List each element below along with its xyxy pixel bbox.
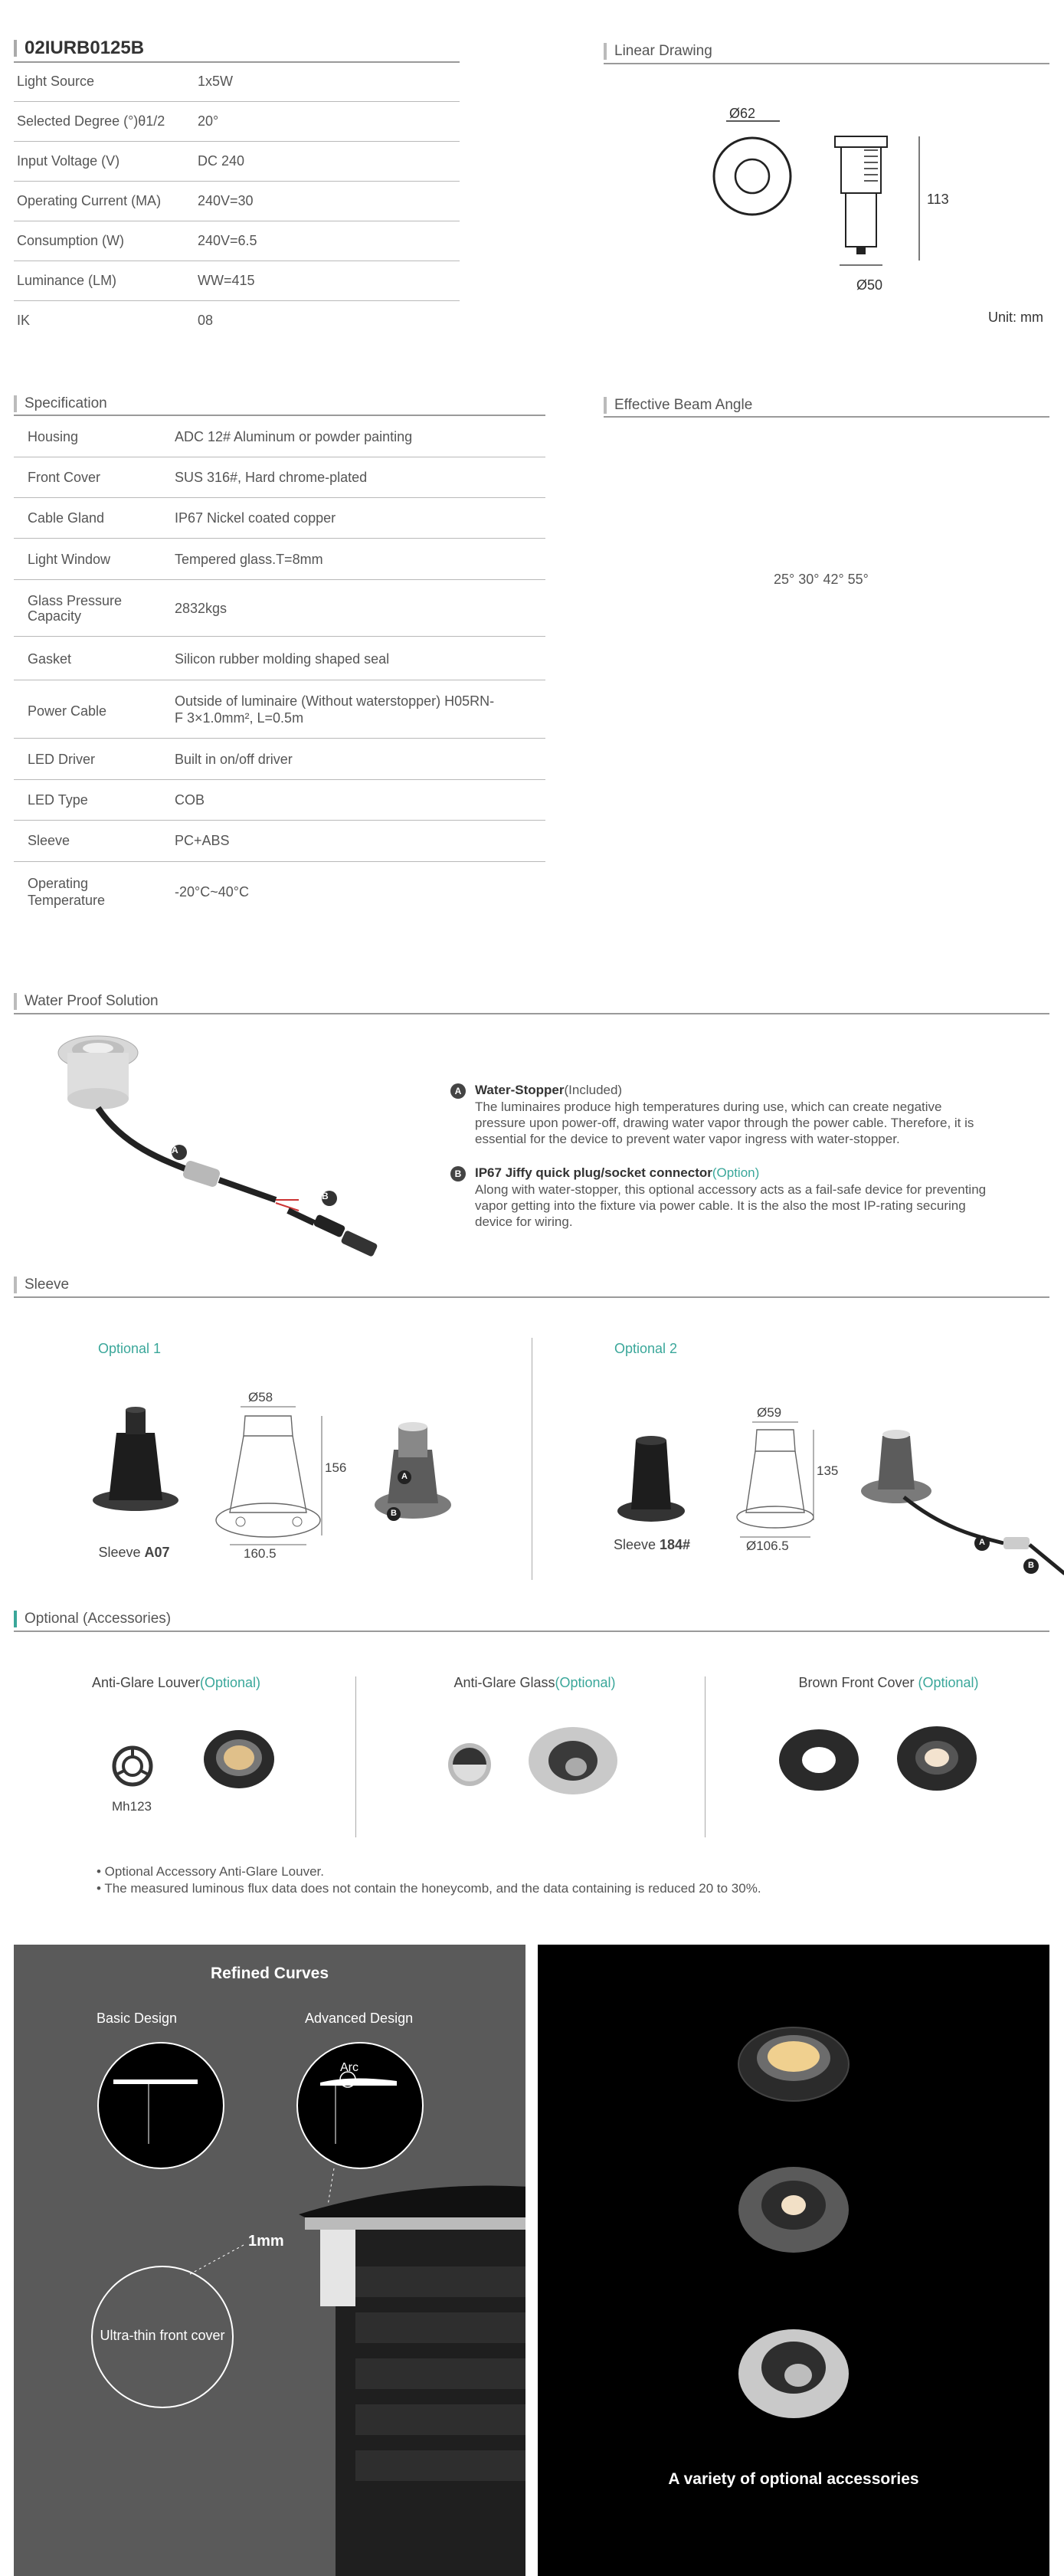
sleeve-184-photo	[613, 1425, 689, 1525]
divider	[14, 141, 460, 142]
accessories-underline	[14, 1630, 1049, 1632]
spec-value: Built in on/off driver	[175, 752, 293, 767]
variety-panel	[538, 1945, 1049, 2576]
sleeve-a07-badge-a: A	[401, 1472, 408, 1481]
spec-value: Outside of luminaire (Without waterstopper) H05RN-F 3×1.0mm², L=0.5m	[175, 693, 495, 726]
linear-drawing-underline	[604, 63, 1049, 64]
param-value: 240V=6.5	[198, 233, 257, 248]
badge-b-illus: B	[322, 1191, 329, 1201]
param-value: 1x5W	[198, 74, 234, 89]
louver-icon	[112, 1745, 153, 1787]
spec-value: -20°C~40°C	[175, 884, 249, 900]
sleeve-184-caption	[594, 1537, 709, 1553]
spec-label: Sleeve	[28, 833, 70, 848]
spec-label: Front Cover	[28, 470, 101, 485]
model-underline	[14, 61, 460, 63]
specification-title: Specification	[14, 395, 107, 412]
accessory-note-2: • The measured luminous flux data does not contain the honeycomb, and the data containing is reduced 20 to 30%.	[97, 1881, 761, 1896]
divider	[14, 300, 460, 301]
sleeve-opt1-label: Optional 1	[98, 1341, 162, 1356]
divider	[14, 181, 460, 182]
spec-value: 2832kgs	[175, 601, 228, 616]
cover-name: Brown Front Cover	[798, 1675, 915, 1690]
dim-d50: Ø50	[856, 277, 883, 293]
sleeve-184-badge-a: A	[979, 1538, 985, 1547]
dim-113: 113	[927, 192, 949, 207]
accessory-louver-title	[61, 1675, 291, 1691]
sleeve-title: Sleeve	[14, 1277, 69, 1293]
param-value: 240V=30	[198, 193, 254, 208]
waterproof-underline	[14, 1013, 1049, 1014]
param-value: DC 240	[198, 153, 245, 169]
divider	[14, 861, 545, 862]
unit-label: Unit: mm	[988, 310, 1043, 325]
product-model: 02IURB0125B	[14, 40, 144, 57]
param-label: Consumption (W)	[17, 233, 125, 248]
linear-drawing-title: Linear Drawing	[604, 43, 712, 60]
param-value: 20°	[198, 113, 219, 129]
divider	[14, 820, 545, 821]
spec-value: Silicon rubber molding shaped seal	[175, 651, 390, 667]
glass-icon	[446, 1741, 493, 1788]
connector-heading	[475, 1165, 759, 1181]
accessory-glass-title	[420, 1675, 650, 1691]
spec-value: SUS 316#, Hard chrome-plated	[175, 470, 368, 485]
divider	[14, 738, 545, 739]
glass-name: Anti-Glare Glass	[453, 1675, 555, 1690]
front-cover-label: Ultra-thin front cover	[100, 2328, 225, 2343]
param-label: IK	[17, 313, 31, 328]
spec-label: LED Driver	[28, 752, 96, 767]
badge-b: B	[450, 1166, 466, 1181]
sleeve-opt2-label: Optional 2	[614, 1341, 678, 1356]
spec-value: IP67 Nickel coated copper	[175, 510, 336, 526]
badge-a-illus: A	[172, 1145, 178, 1155]
waterproof-title: Water Proof Solution	[14, 993, 159, 1010]
param-label: Operating Current (MA)	[17, 193, 162, 208]
louver-code: Mh123	[112, 1799, 152, 1814]
cover-photo	[895, 1724, 979, 1793]
sleeve-184-prefix: Sleeve	[613, 1537, 660, 1552]
spec-label: LED Type	[28, 792, 88, 808]
advanced-design-label: Advanced Design	[305, 2011, 414, 2026]
refined-curves-title: Refined Curves	[210, 1965, 329, 1982]
beam-angle-underline	[604, 416, 1049, 418]
louver-photo	[201, 1727, 277, 1791]
sleeve-184-width: Ø106.5	[746, 1539, 789, 1553]
cover-tag: (Optional)	[914, 1675, 979, 1690]
spec-label: Power Cable	[28, 703, 107, 719]
basic-design-label: Basic Design	[97, 2011, 178, 2026]
connector-tag: (Option)	[712, 1165, 760, 1180]
sleeve-184-height: 135	[817, 1463, 839, 1478]
sleeve-184-installed	[858, 1421, 1064, 1612]
spec-label: Cable Gland	[28, 510, 105, 526]
param-label: Input Voltage (V)	[17, 153, 120, 169]
divider	[14, 497, 545, 498]
sleeve-184-drawing	[729, 1421, 829, 1543]
param-value: WW=415	[198, 273, 255, 288]
accessory-cover-title	[766, 1675, 1011, 1691]
specification-underline	[14, 415, 545, 416]
sleeve-a07-badge-b: B	[391, 1509, 397, 1518]
sleeve-184-code: 184#	[660, 1537, 691, 1552]
sleeve-184-dia: Ø59	[757, 1405, 782, 1420]
badge-a: A	[450, 1083, 466, 1099]
divider	[14, 101, 460, 102]
divider	[14, 579, 545, 580]
sleeve-a07-width: 160.5	[244, 1546, 277, 1561]
water-stopper-tag: (Included)	[564, 1083, 623, 1097]
louver-tag: (Optional)	[200, 1675, 261, 1690]
spec-value: Tempered glass.T=8mm	[175, 552, 323, 567]
sleeve-a07-photo	[86, 1402, 185, 1517]
thickness-label: 1mm	[248, 2233, 284, 2250]
divider	[14, 538, 545, 539]
cover-ring-photo	[777, 1727, 861, 1793]
sleeve-a07-code: A07	[144, 1545, 170, 1560]
spec-label: Gasket	[28, 651, 72, 667]
spec-label: Housing	[28, 429, 79, 444]
water-stopper-title: Water-Stopper	[475, 1083, 565, 1097]
accessories-divider-1	[355, 1676, 356, 1837]
variety-caption: A variety of optional accessories	[668, 2470, 919, 2488]
spec-value: ADC 12# Aluminum or powder painting	[175, 429, 413, 444]
param-label: Luminance (LM)	[17, 273, 117, 288]
refined-curves-panel	[14, 1945, 525, 2576]
spec-label: Light Window	[28, 552, 111, 567]
spec-label: Glass Pressure Capacity	[28, 593, 123, 624]
accessories-title: Optional (Accessories)	[14, 1611, 171, 1627]
dim-d62: Ø62	[729, 106, 756, 121]
sleeve-a07-drawing	[207, 1405, 337, 1551]
spec-value: PC+ABS	[175, 833, 230, 848]
accessories-divider-2	[705, 1676, 706, 1837]
waterproof-illustration	[46, 1022, 391, 1298]
curves-illustration	[14, 1945, 525, 2576]
louver-name: Anti-Glare Louver	[91, 1675, 201, 1690]
param-value: 08	[198, 313, 214, 328]
beam-angle-values: 25° 30° 42° 55°	[774, 572, 869, 587]
arc-label: Arc	[340, 2061, 358, 2074]
connector-body: Along with water-stopper, this optional accessory acts as a fail-safe device for preventing vapor getting into the fixture via power cable. It is the also the most IP-rating securing device for wiring.	[475, 1182, 987, 1229]
divider	[14, 779, 545, 780]
sleeve-a07-caption	[77, 1545, 192, 1561]
param-label: Selected Degree (°)θ1/2	[17, 113, 165, 129]
sleeve-underline	[14, 1296, 1049, 1298]
linear-drawing-svg	[689, 100, 965, 299]
glass-photo	[525, 1722, 620, 1798]
glass-tag: (Optional)	[555, 1675, 616, 1690]
spec-value: COB	[175, 792, 205, 808]
beam-angle-title: Effective Beam Angle	[604, 397, 752, 414]
divider	[14, 636, 545, 637]
sleeve-a07-height: 156	[325, 1460, 347, 1475]
spec-label: Operating Temperature	[28, 876, 106, 908]
connector-title: IP67 Jiffy quick plug/socket connector	[475, 1165, 712, 1180]
accessory-note-1: • Optional Accessory Anti-Glare Louver.	[97, 1864, 324, 1879]
sleeve-184-badge-b: B	[1028, 1561, 1034, 1570]
sleeve-a07-installed	[371, 1419, 455, 1526]
water-stopper-body: The luminaires produce high temperatures during use, which can create negative pressure upon power-off, drawing water vapor through the power cable. Therefore, it is essential for the device to prevent water vapor ingress with water-stopper.	[475, 1100, 974, 1146]
param-label: Light Source	[17, 74, 95, 89]
sleeve-a07-prefix: Sleeve	[98, 1545, 145, 1560]
sleeve-a07-dia: Ø58	[248, 1390, 273, 1404]
water-stopper-heading	[475, 1082, 622, 1098]
